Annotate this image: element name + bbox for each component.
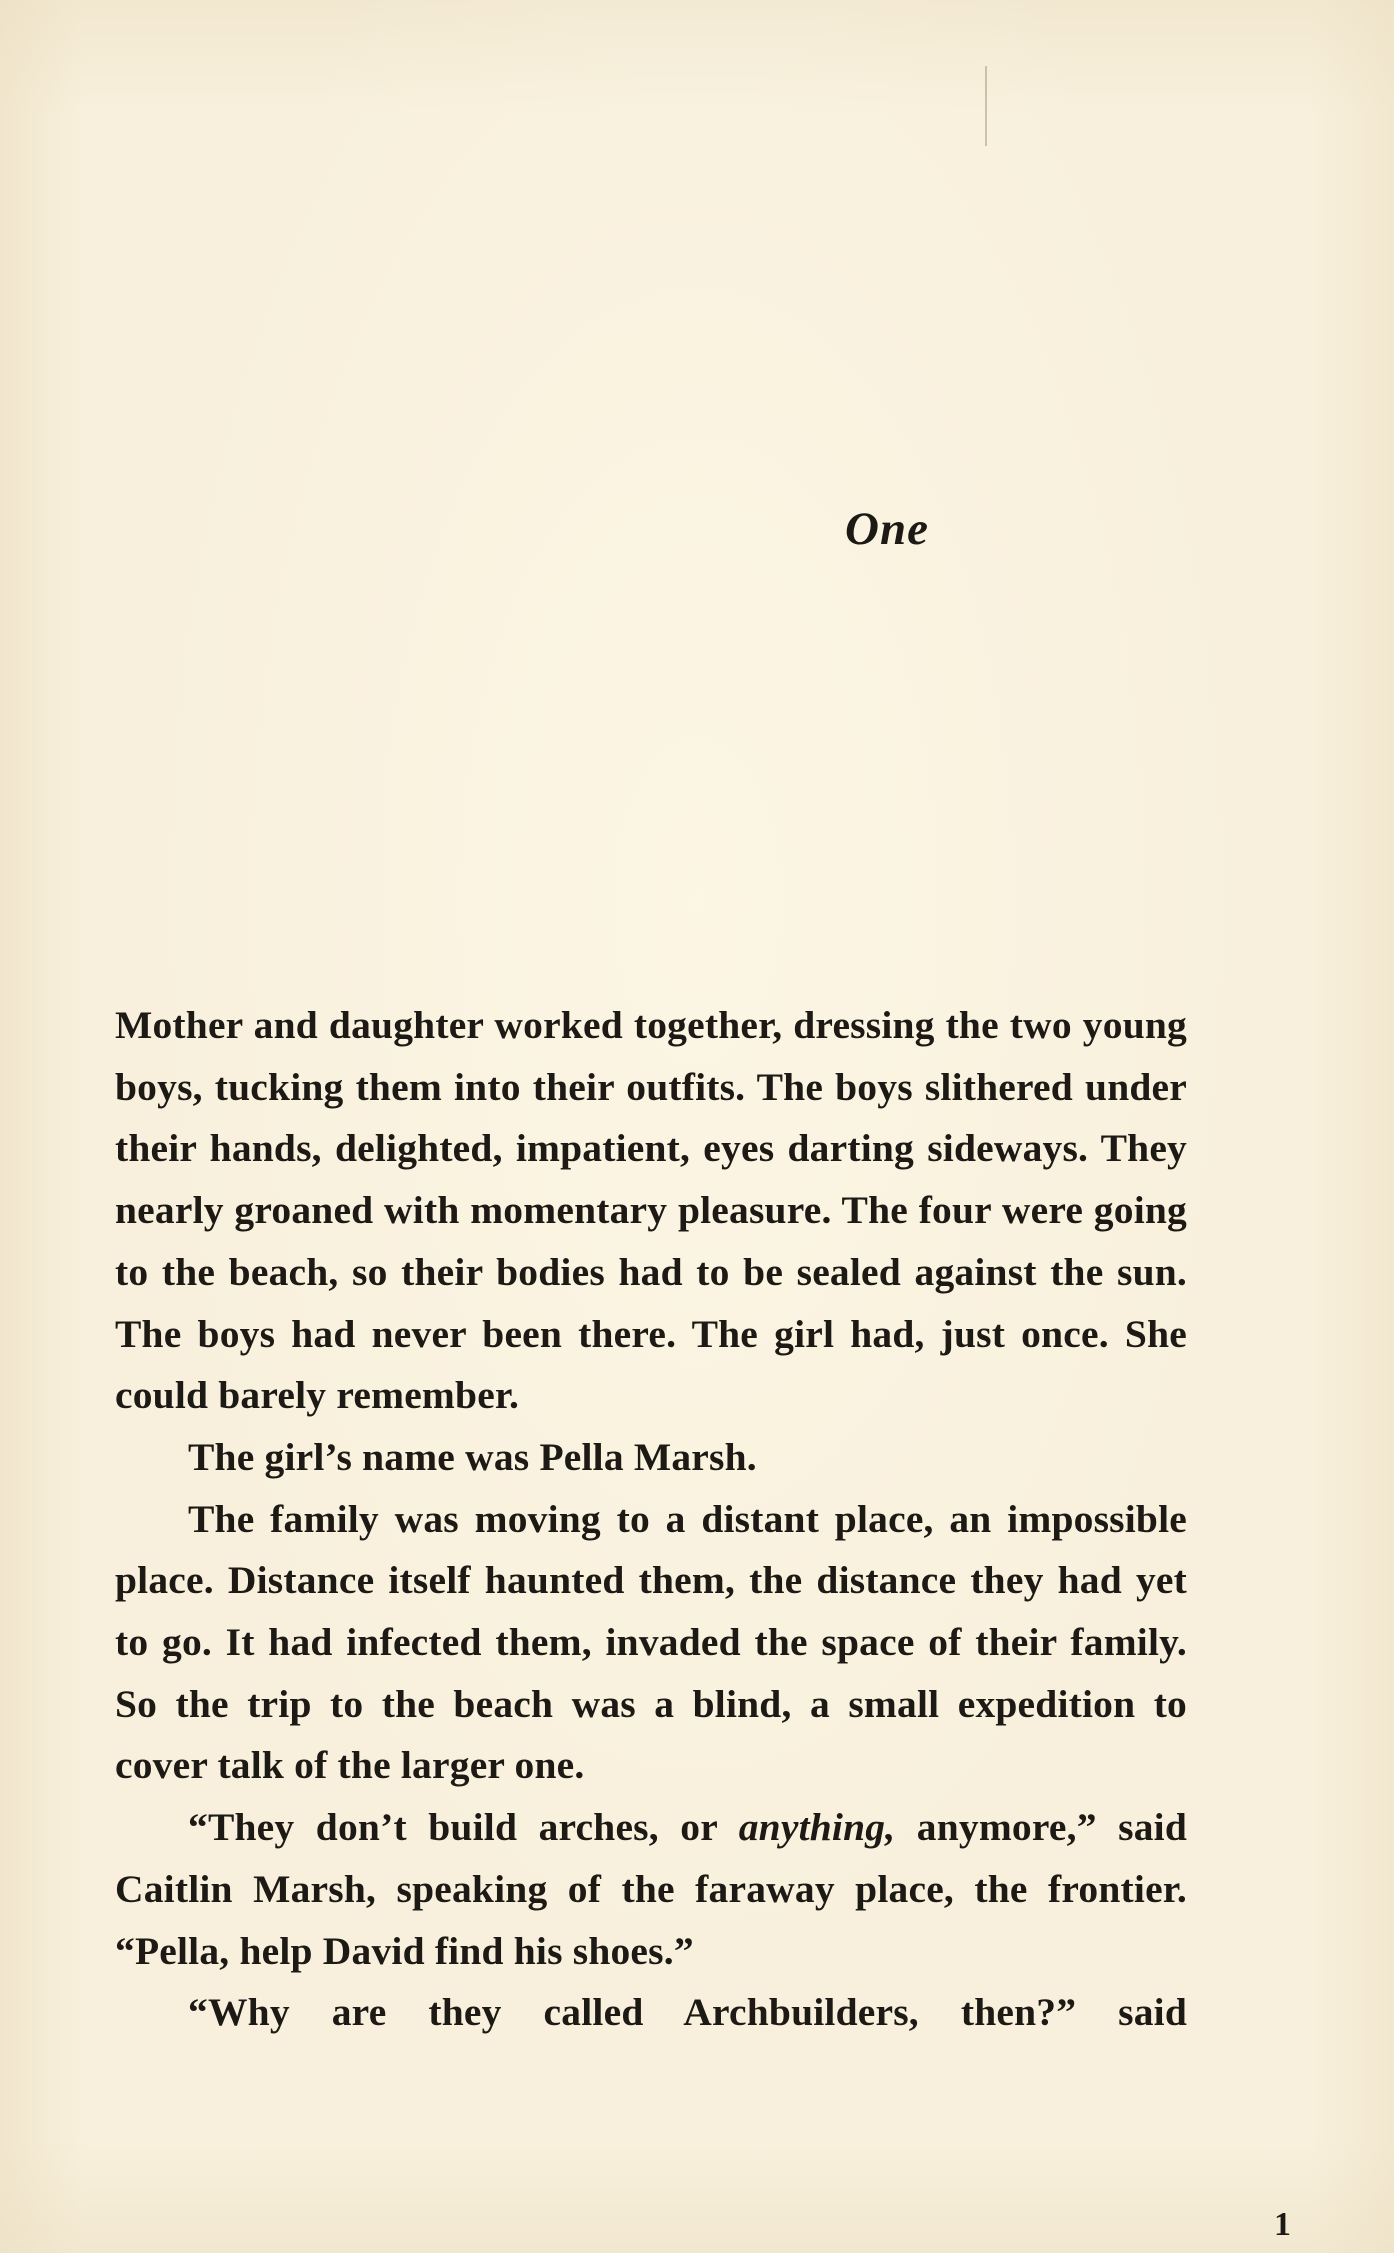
page-number: 1 — [1274, 2206, 1291, 2243]
emphasized-word: anything, — [738, 1805, 896, 1850]
paragraph-4-start: “They don’t build arches, or — [188, 1805, 739, 1850]
paragraph-4 — [115, 1797, 1187, 1982]
show-through-mark — [985, 66, 987, 146]
chapter-title: One — [845, 503, 929, 555]
paragraph-3: The family was moving to a distant place, an impossible place. Distance itself haunted them, the distance they had yet to go. It had infected them, invaded the space of their family. So the trip to the beach was a blind, a small expedition to cover talk of the larger one. — [115, 1496, 1187, 1788]
paragraph-4-end: anymore,” said Caitlin Marsh, speaking of the faraway place, the frontier. “Pella, help David find his shoes.” — [115, 1805, 1187, 1973]
paragraph-5: “Why are they called Archbuilders, then?” said — [188, 1990, 1187, 2035]
body-text — [115, 995, 1187, 2044]
paragraph-1: Mother and daughter worked together, dressing the two young boys, tucking them into their outfits. The boys slithered under their hands, delighted, impatient, eyes darting sideways. They nearly groaned with momentary pleasure. The four were going to the beach, so their bodies had to be sealed against the sun. The boys had never been there. The girl had, just once. She could barely remember. — [115, 1003, 1187, 1418]
paragraph-2: The girl’s name was Pella Marsh. — [188, 1434, 757, 1479]
